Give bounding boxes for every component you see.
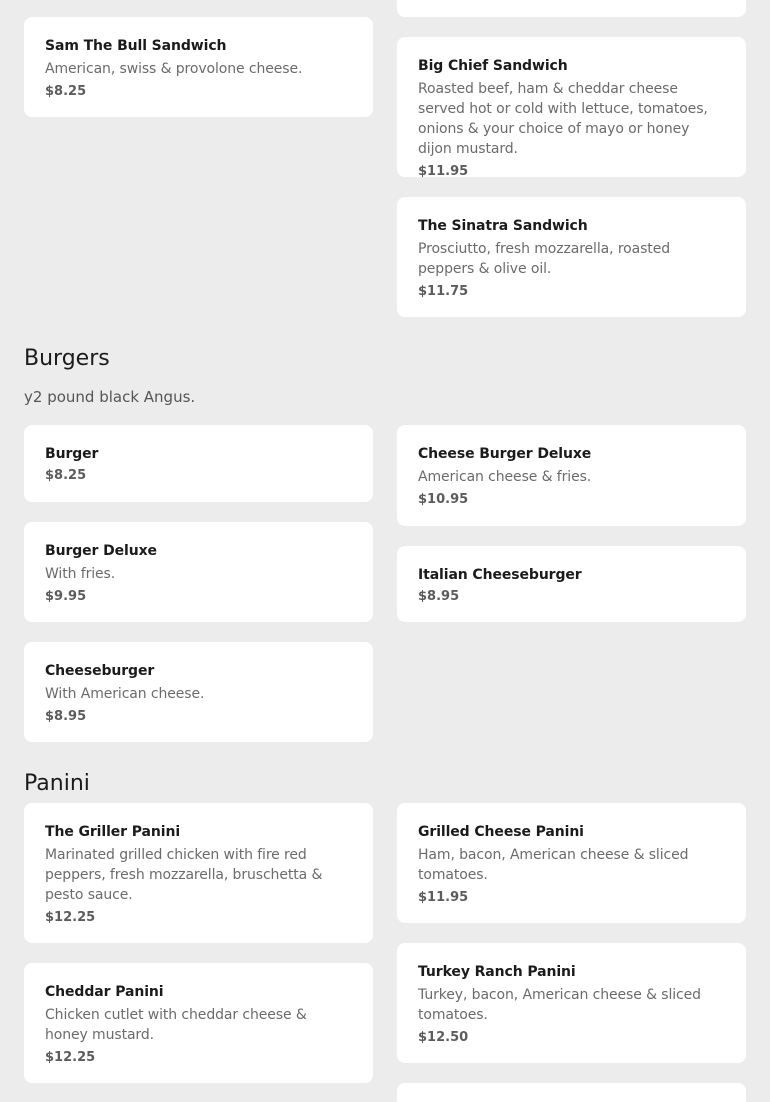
item-name: The Griller Panini [45,824,181,840]
item-price: $10.95 [418,492,469,507]
menu-item-card[interactable] [24,963,373,1083]
item-name: Burger Deluxe [45,543,157,559]
item-price: $8.25 [45,84,87,99]
section-title-panini: Panini [24,771,90,796]
item-price: $11.75 [418,284,469,299]
menu-item-card[interactable] [24,642,373,742]
item-description: Chicken cutlet with cheddar cheese & honey mustard. [45,1007,307,1043]
item-price: $8.25 [45,468,87,483]
item-name: Burger [45,446,99,462]
item-price: $8.95 [418,589,460,604]
menu-item-card[interactable] [24,425,373,502]
menu-item-card[interactable] [24,522,373,622]
item-description: Turkey, bacon, American cheese & sliced tomatoes. [418,987,701,1023]
item-description: Marinated grilled chicken with fire red peppers, fresh mozzarella, bruschetta & pesto sauce. [45,847,323,903]
menu-item-card[interactable] [24,17,373,117]
item-name: Cheddar Panini [45,984,164,1000]
item-description: Ham, bacon, American cheese & sliced tomatoes. [418,847,689,883]
item-description: American cheese & fries. [418,469,592,485]
menu-item-card[interactable] [397,37,746,177]
section-title-burgers: Burgers [24,346,110,371]
item-price: $11.95 [418,164,469,179]
menu-item-card[interactable] [397,803,746,923]
menu-item-card[interactable] [397,943,746,1063]
item-name: Cheeseburger [45,663,155,679]
item-price: $12.50 [418,1030,469,1045]
item-name: Italian Cheeseburger [418,567,582,583]
item-name: Turkey Ranch Panini [418,964,576,980]
menu-item-card[interactable] [397,546,746,622]
item-description: With fries. [45,566,116,582]
item-price: $12.25 [45,910,96,925]
item-name: The Sinatra Sandwich [418,218,588,234]
item-price: $11.95 [418,890,469,905]
item-description: Prosciutto, fresh mozzarella, roasted peppers & olive oil. [418,241,670,277]
item-name: Grilled Cheese Panini [418,824,584,840]
menu-item-card-partial-top[interactable] [397,0,746,17]
menu-item-card-partial-bottom[interactable] [397,1083,746,1102]
section-description-burgers: y2 pound black Angus. [24,388,196,406]
item-description: Roasted beef, ham & cheddar cheese served hot or cold with lettuce, tomatoes, onions & your choice of mayo or honey dijon mustard. [418,81,708,157]
menu-item-card[interactable] [24,803,373,943]
item-description: With American cheese. [45,686,205,702]
menu-item-card[interactable] [397,197,746,317]
item-name: Sam The Bull Sandwich [45,38,227,54]
menu-item-card[interactable] [397,425,746,526]
item-description: American, swiss & provolone cheese. [45,61,303,77]
item-name: Big Chief Sandwich [418,58,568,74]
item-price: $8.95 [45,709,87,724]
item-name: Cheese Burger Deluxe [418,446,592,462]
item-price: $12.25 [45,1050,96,1065]
item-price: $9.95 [45,589,87,604]
